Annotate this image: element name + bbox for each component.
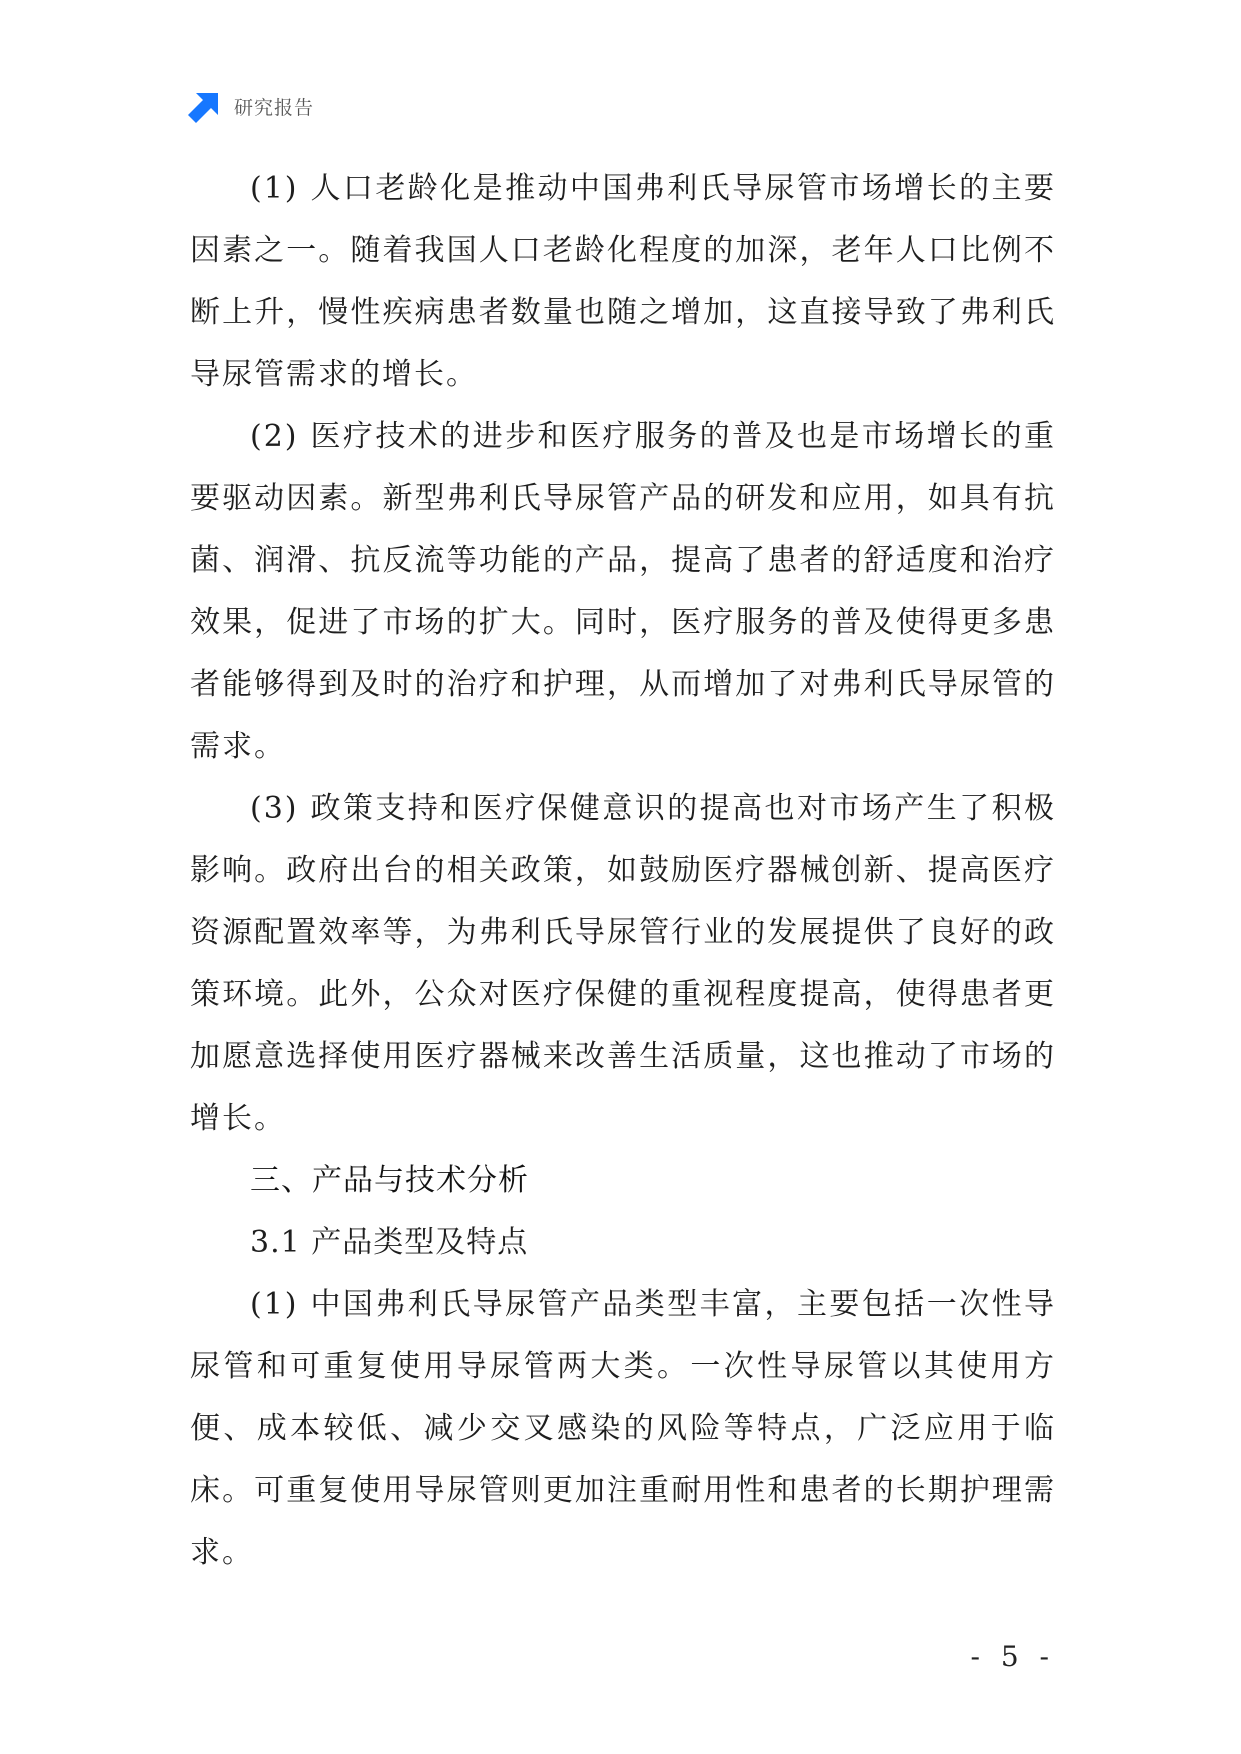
paragraph-4: (1) 中国弗利氏导尿管产品类型丰富，主要包括一次性导尿管和可重复使用导尿管两大类。一次性导尿管以其使用方便、成本较低、减少交叉感染的风险等特点，广泛应用于临床。可重复使用导尿管则更加注重耐用性和患者的长期护理需求。 bbox=[190, 1287, 1056, 1570]
paragraph-2: (2) 医疗技术的进步和医疗服务的普及也是市场增长的重要驱动因素。新型弗利氏导尿管产品的研发和应用，如具有抗菌、润滑、抗反流等功能的产品，提高了患者的舒适度和治疗效果，促进了市场的扩大。同时，医疗服务的普及使得更多患者能够得到及时的治疗和护理，从而增加了对弗利氏导尿管的需求。 bbox=[190, 419, 1056, 764]
header-title: 研究报告 bbox=[234, 96, 315, 119]
subsection-heading: 3.1 产品类型及特点 bbox=[250, 1225, 529, 1260]
document-body bbox=[190, 158, 1056, 1584]
paragraph-1: (1) 人口老龄化是推动中国弗利氏导尿管市场增长的主要因素之一。随着我国人口老龄化程度的加深，老年人口比例不断上升，慢性疾病患者数量也随之增加，这直接导致了弗利氏导尿管需求的增长。 bbox=[190, 171, 1056, 392]
paragraph-3: (3) 政策支持和医疗保健意识的提高也对市场产生了积极影响。政府出台的相关政策，如鼓励医疗器械创新、提高医疗资源配置效率等，为弗利氏导尿管行业的发展提供了良好的政策环境。此外，公众对医疗保健的重视程度提高，使得患者更加愿意选择使用医疗器械来改善生活质量，这也推动了市场的增长。 bbox=[190, 791, 1056, 1136]
page-number: - 5 - bbox=[970, 1640, 1055, 1673]
report-header bbox=[188, 88, 314, 124]
arrow-up-right-icon bbox=[188, 89, 222, 123]
section-heading: 三、产品与技术分析 bbox=[250, 1163, 529, 1198]
